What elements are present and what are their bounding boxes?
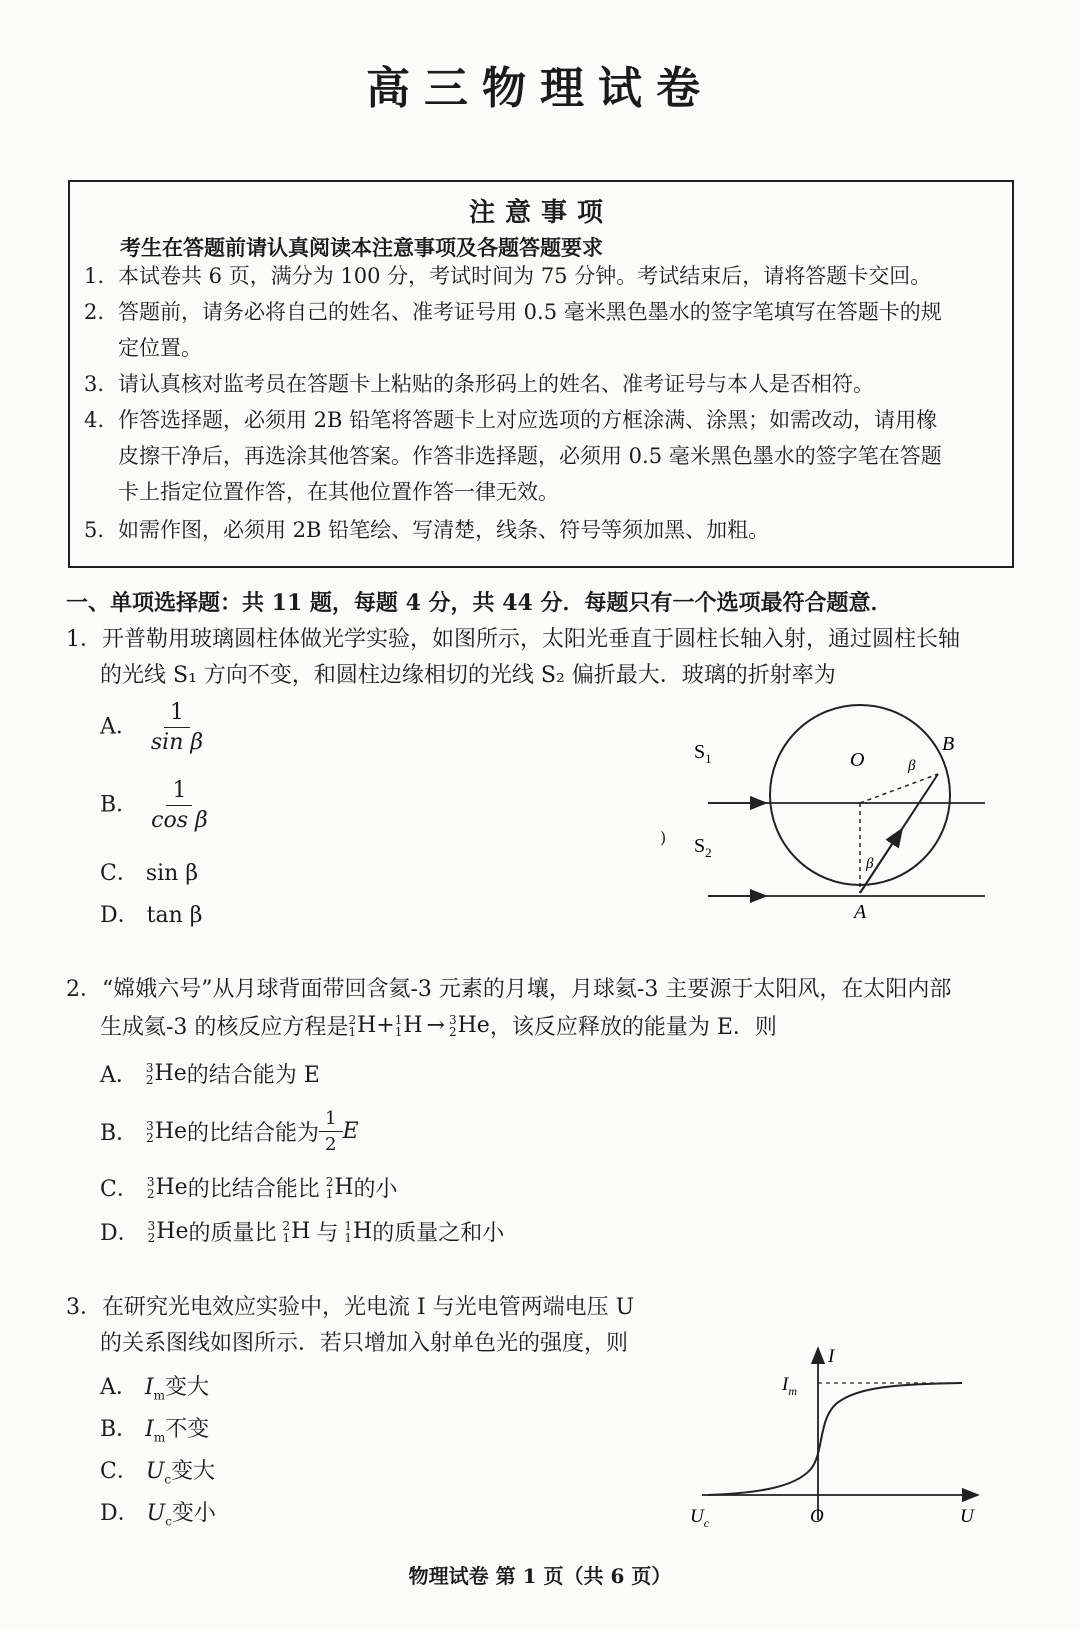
q3-option-a-var: I: [144, 1375, 154, 1400]
q2-line-2-post: ，该反应释放的能量为 E．则: [489, 1015, 777, 1040]
q1-figure: [694, 700, 1000, 930]
q2-option-b-fraction: [319, 1108, 342, 1155]
notice-item-1-num: 1.: [84, 264, 105, 288]
q1-option-b-label: B．: [100, 792, 139, 818]
q1-option-a-label: A．: [100, 714, 138, 740]
q2-option-c-text: 的比结合能比: [187, 1177, 320, 1202]
q2-option-a-symbol: He: [154, 1061, 187, 1086]
notice-heading: 注意事项: [468, 198, 613, 228]
q1-line-1: 1．开普勒用玻璃圆柱体做光学实验，如图所示，太阳光垂直于圆柱长轴入射，通过圆柱长轴: [66, 627, 961, 652]
q1-option-b-denominator: cos β: [151, 808, 208, 833]
q2-option-c-tail: 的小: [353, 1177, 398, 1202]
q3-option-a-text: 变大: [164, 1375, 209, 1400]
q2-option-a-text: 的结合能为 E: [186, 1063, 320, 1088]
q2-option-d-symbol: He: [156, 1219, 189, 1244]
label-uc: $U_c$: [690, 1506, 710, 1530]
notice-item-4-line-2: 皮擦干净后，再选涂其他答案。作答非选择题，必须用 0.5 毫米黑色墨水的签字笔在答题: [118, 444, 942, 468]
q2-eq-he3-isotope: 3 2: [448, 1012, 457, 1039]
q1-line-2: 的光线 S₁ 方向不变，和圆柱边缘相切的光线 S₂ 偏折最大．玻璃的折射率为: [100, 663, 836, 688]
q2-line-2-pre: 生成氦-3 的核反应方程是: [100, 1015, 349, 1040]
q2-option-c-h-isotope: 2 1: [325, 1174, 334, 1201]
radius-ob-dashed: [860, 774, 938, 803]
q2-eq-he3-symbol: He: [457, 1013, 490, 1038]
q2-eq-h2-symbol: H: [357, 1013, 377, 1038]
q3-line-1: 3．在研究光电效应实验中，光电流 I 与光电管两端电压 U: [66, 1295, 635, 1320]
q2-option-b: [100, 1108, 359, 1155]
q2-option-a-label: A．: [100, 1063, 138, 1088]
q1-option-b: [100, 778, 214, 833]
q3-option-c-sub: c: [164, 1472, 172, 1487]
q3-option-c-var: U: [145, 1459, 165, 1484]
notice-subheading: 考生在答题前请认真阅读本注意事项及各题答题要求: [120, 235, 603, 260]
q2-option-c-symbol: He: [155, 1175, 188, 1200]
q2-option-d-h1-symbol: H: [353, 1219, 373, 1244]
label-a: A: [854, 901, 867, 923]
q3-option-a: [100, 1370, 209, 1402]
q2-option-c-isotope: 3 2: [146, 1174, 155, 1201]
section-header: 一、单项选择题：共 11 题，每题 4 分，共 44 分．每题只有一个选项最符合题意．: [66, 590, 893, 616]
label-o: O: [850, 749, 865, 771]
q1-option-d: D． tan β: [100, 903, 203, 928]
q1-option-a-fraction: [145, 700, 209, 755]
q2-option-d-mid: 与: [316, 1221, 339, 1246]
q1-option-b-fraction: [145, 778, 214, 833]
q1-option-b-numerator: 1: [166, 778, 192, 806]
q3-option-b-label: B．: [100, 1417, 139, 1442]
q2-line-2: [100, 1010, 777, 1041]
q2-option-d-text: 的质量比: [188, 1221, 277, 1246]
notice-item-2-line-1: 答题前，请务必将自己的姓名、准考证号用 0.5 毫米黑色墨水的签字笔填写在答题卡的规: [118, 300, 942, 324]
notice-item-2-line-2: 定位置。: [118, 336, 202, 360]
q2-eq-arrow: →: [426, 1013, 445, 1038]
q2-option-c: [100, 1172, 398, 1203]
notice-item-2-num: 2.: [84, 300, 105, 324]
q2-option-c-h-symbol: H: [334, 1175, 354, 1200]
q2-option-b-text: 的比结合能为: [187, 1121, 320, 1146]
q2-option-c-label: C．: [100, 1177, 139, 1202]
page-title: 高三物理试卷: [366, 63, 714, 114]
label-u: U: [960, 1506, 974, 1527]
notice-item-4-line-3: 卡上指定位置作答，在其他位置作答一律无效。: [118, 480, 559, 504]
label-s1: $S_1$: [694, 741, 712, 766]
notice-item-5-line-1: 如需作图，必须用 2B 铅笔绘、写清楚，线条、符号等须加黑、加粗。: [118, 518, 770, 542]
q2-eq-h1-symbol: H: [403, 1013, 423, 1038]
q3-option-c-label: C．: [100, 1459, 139, 1484]
page-footer: 物理试卷 第 1 页（共 6 页）: [408, 1564, 672, 1588]
q2-option-b-symbol: He: [154, 1119, 188, 1144]
q2-eq-h1-isotope: 1 1: [394, 1012, 403, 1039]
q3-option-d-var: U: [146, 1501, 166, 1526]
q3-option-b-text: 不变: [165, 1417, 210, 1442]
q2-eq-h2-isotope: 2 1: [348, 1012, 357, 1039]
q3-option-d-sub: c: [165, 1514, 172, 1529]
q2-option-b-numerator: 1: [319, 1108, 342, 1132]
q3-option-a-sub: m: [153, 1388, 165, 1403]
label-beta-top: β: [908, 758, 916, 774]
label-s2: $S_2$: [694, 835, 712, 860]
q1-option-c: C． sin β: [100, 861, 199, 886]
q2-eq-plus: +: [376, 1013, 395, 1038]
notice-item-4-line-1: 作答选择题，必须用 2B 铅笔将答题卡上对应选项的方框涂满、涂黑；如需改动，请用橡: [118, 408, 938, 432]
q2-option-d-h2-symbol: H: [291, 1219, 311, 1244]
q3-option-b-var: I: [145, 1417, 154, 1442]
label-origin: O: [810, 1506, 824, 1527]
q2-option-d-tail: 的质量之和小: [372, 1221, 505, 1246]
q2-line-1: 2．“嫦娥六号”从月球背面带回含氦-3 元素的月壤，月球氦-3 主要源于太阳风，在太阳内部: [66, 977, 952, 1002]
q3-option-c-text: 变大: [171, 1459, 216, 1484]
q1-option-a-numerator: 1: [164, 700, 190, 728]
q2-option-b-denominator: 2: [325, 1134, 337, 1155]
q2-option-a-isotope: 3 2: [145, 1060, 154, 1087]
label-b: B: [942, 733, 955, 755]
notice-item-5-num: 5.: [84, 518, 105, 542]
q3-line-2: 的关系图线如图所示．若只增加入射单色光的强度，则: [100, 1331, 629, 1356]
q2-option-d-label: D．: [100, 1221, 140, 1246]
stray-parenthesis: ): [660, 828, 667, 847]
q2-option-b-energy: E: [342, 1119, 359, 1144]
q2-option-a: [100, 1058, 320, 1089]
label-beta-bottom: β: [866, 856, 874, 872]
q3-option-a-label: A．: [100, 1375, 138, 1400]
notice-item-1-line-1: 本试卷共 6 页，满分为 100 分，考试时间为 75 分钟。考试结束后，请将答题卡交回。: [118, 264, 932, 288]
q3-option-d-label: D．: [100, 1501, 140, 1526]
q2-option-b-isotope: 3 2: [146, 1118, 154, 1145]
notice-item-3-line-1: 请认真核对监考员在答题卡上粘贴的条形码上的姓名、准考证号与本人是否相符。: [118, 372, 874, 396]
q2-option-d: [100, 1216, 504, 1247]
label-im: $I_m$: [782, 1374, 797, 1398]
q1-option-a-denominator: sin β: [150, 730, 204, 755]
q3-option-b: [100, 1412, 209, 1444]
notice-item-4-num: 4.: [84, 408, 105, 432]
photocurrent-curve: [708, 1383, 962, 1495]
q2-option-d-h2-isotope: 2 1: [282, 1218, 291, 1245]
q3-figure: [690, 1340, 990, 1530]
label-i: I: [828, 1346, 835, 1367]
notice-item-3-num: 3.: [84, 372, 105, 396]
q2-option-d-isotope: 3 2: [147, 1218, 156, 1245]
q3-option-b-sub: m: [153, 1430, 166, 1445]
q3-option-d: [100, 1496, 216, 1528]
q2-option-d-h1-isotope: 1 1: [344, 1218, 352, 1245]
q3-option-c: [100, 1454, 215, 1486]
glass-cylinder-circle: [770, 705, 950, 885]
q1-option-a: [100, 700, 209, 755]
q2-option-b-label: B．: [100, 1121, 139, 1146]
q3-option-d-text: 变小: [171, 1501, 216, 1526]
